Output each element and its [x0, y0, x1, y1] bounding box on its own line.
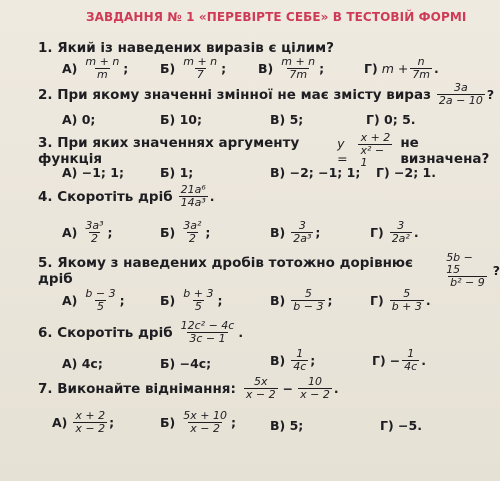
q7-option-a: А) $\frac{x + 2}{x - 2}$ ;	[52, 409, 115, 435]
question-6: 6. Скоротіть дріб $\frac{\text{12c² − 4c}}{3c - 1}$ .	[38, 319, 244, 345]
q6-option-g: Г) − $\frac{1}{4c}$ .	[372, 347, 426, 373]
question-1: 1. Який із наведених виразів є цілим?	[38, 40, 334, 56]
q1-option-b: Б) $\frac{m + n}{7}$ ;	[160, 55, 227, 81]
q4-option-g: Г) $\frac{3}{\text{2a²}}$ .	[370, 219, 419, 245]
worksheet-title: ЗАВДАННЯ № 1 «ПЕРЕВІРТЕ СЕБЕ» В ТЕСТОВІЙ ФОРМІ	[86, 10, 467, 24]
q6-option-b: Б) −4c;	[160, 356, 212, 371]
q5-option-a: А) $\frac{b - 3}{5}$ ;	[62, 287, 125, 313]
q2-option-b: Б) 10;	[160, 112, 202, 127]
question-7: 7. Виконайте віднімання: $\frac{5x}{x - 2}$ − $\frac{10}{x - 2}$ .	[38, 375, 339, 401]
question-3: 3. При яких значеннях аргументу функція y = $\frac{x + 2}{\text{x² − 1}}$ не визначена?	[38, 131, 490, 169]
q1-option-v: В) $\frac{m + n}{7m}$ ;	[258, 55, 325, 81]
q2-option-a: А) 0;	[62, 112, 96, 127]
q6-option-v: В) $\frac{1}{4c}$ ;	[270, 347, 316, 373]
q3-option-a: А) −1; 1;	[62, 165, 124, 180]
q2-option-v: В) 5;	[270, 112, 304, 127]
q3-option-b: Б) 1;	[160, 165, 194, 180]
q4-option-b: Б) $\frac{\text{3a²}}{2}$ ;	[160, 219, 211, 245]
q5-option-g: Г) $\frac{5}{b + 3}$ .	[370, 287, 431, 313]
q2-option-g: Г) 0; 5.	[366, 112, 416, 127]
q4-option-v: В) $\frac{3}{\text{2a³}}$ ;	[270, 219, 321, 245]
q1-option-g: Г) m + $\frac{n}{7m}$ .	[364, 55, 439, 81]
q5-option-b: Б) $\frac{b + 3}{5}$ ;	[160, 287, 223, 313]
q1-option-a: А) $\frac{m + n}{m}$ ;	[62, 55, 129, 81]
q3-option-g: Г) −2; 1.	[376, 165, 436, 180]
q3-option-v: В) −2; −1; 1;	[270, 165, 361, 180]
q7-option-g: Г) −5.	[380, 418, 422, 433]
q7-option-b: Б) $\frac{5x + 10}{x - 2}$ ;	[160, 409, 236, 435]
q5-option-v: В) $\frac{5}{b - 3}$ ;	[270, 287, 333, 313]
question-4: 4. Скоротіть дріб $\frac{\text{21a⁶}}{\text{14a³}}$ .	[38, 183, 215, 209]
question-2: 2. При якому значенні змінної не має змісту вираз $\frac{3a}{2a - 10}$ ?	[38, 81, 495, 107]
q6-option-a: А) 4c;	[62, 356, 103, 371]
q7-option-v: В) 5;	[270, 418, 304, 433]
q4-option-a: А) $\frac{\text{3a³}}{2}$ ;	[62, 219, 113, 245]
question-5: 5. Якому з наведених дробів тотожно дорівнює дріб $\frac{5b - 15}{\text{b² − 9}}$ ?	[38, 251, 500, 289]
